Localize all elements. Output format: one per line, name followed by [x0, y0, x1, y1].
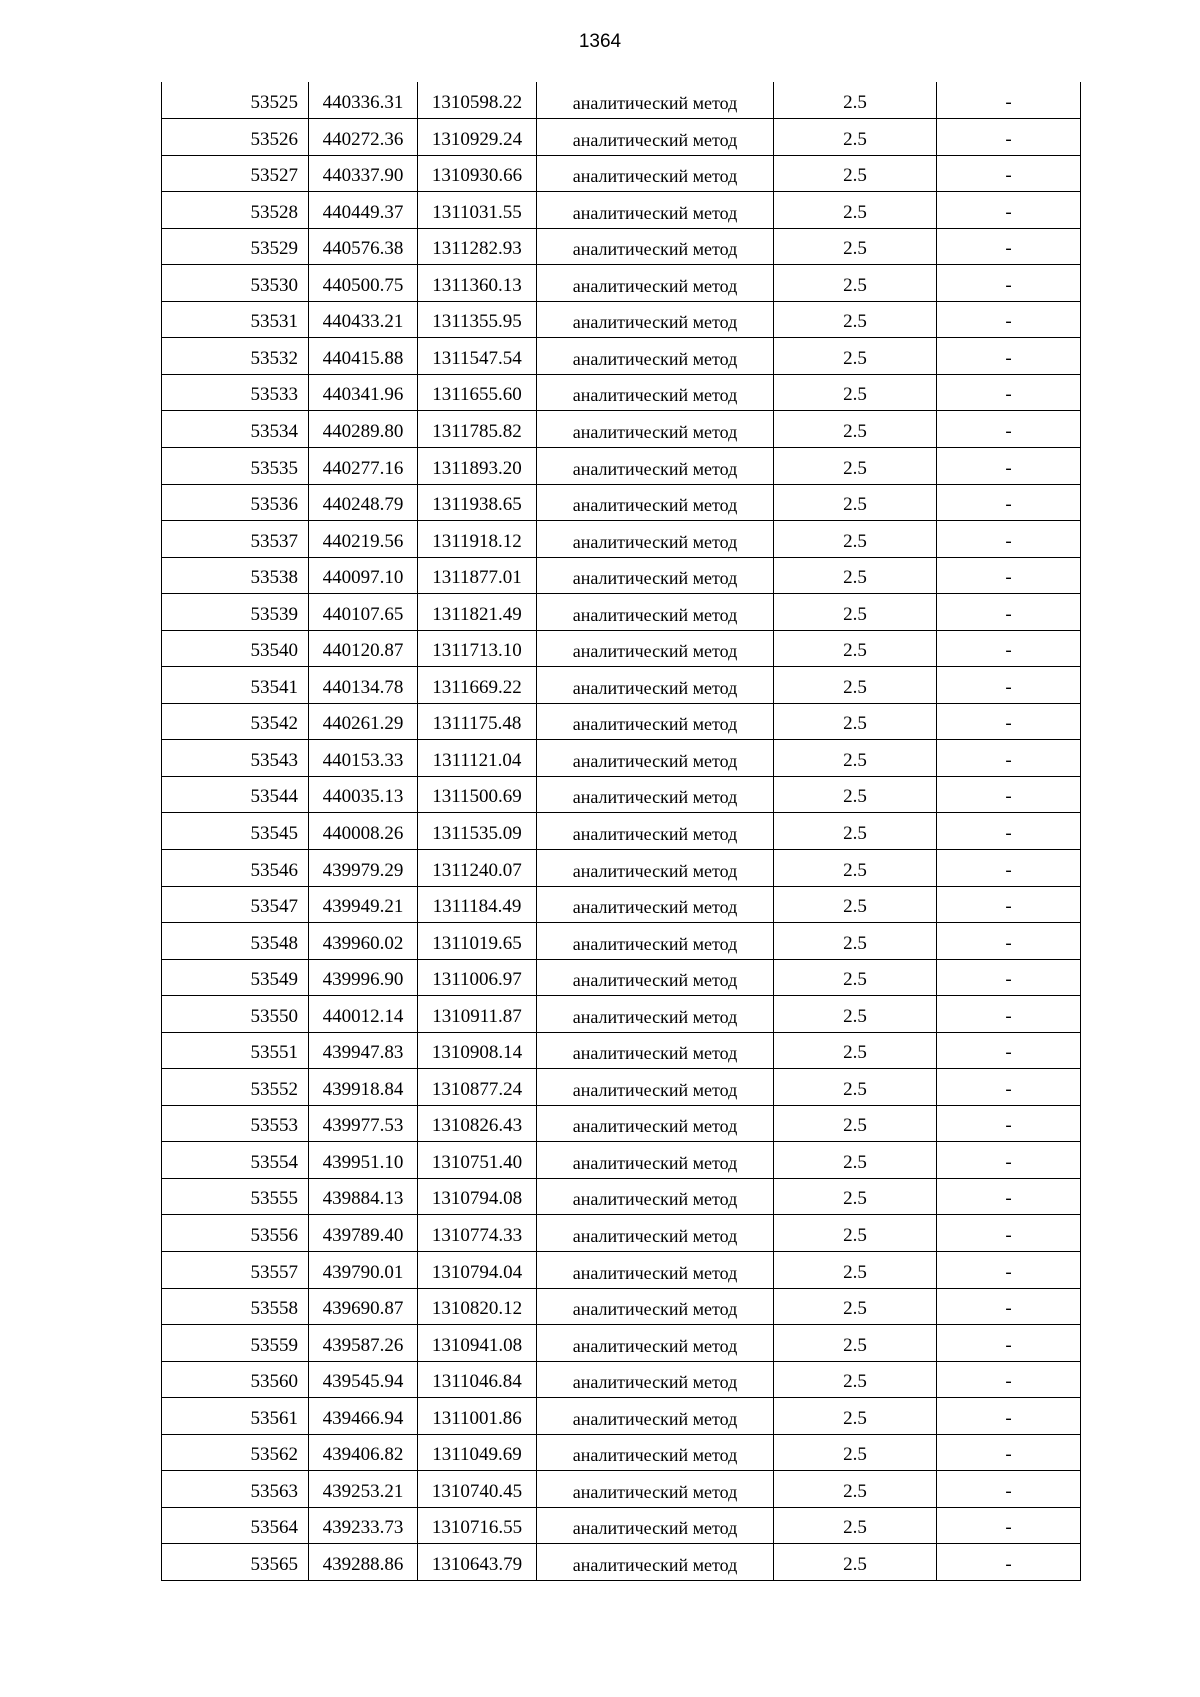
method-cell: аналитический метод: [537, 411, 774, 448]
point-number-cell: 53545: [162, 813, 309, 850]
note-cell: -: [937, 1252, 1081, 1289]
method-cell: аналитический метод: [537, 1434, 774, 1471]
y-coordinate-cell: 1311500.69: [418, 776, 537, 813]
accuracy-cell: 2.5: [774, 813, 937, 850]
y-coordinate-cell: 1310911.87: [418, 996, 537, 1033]
accuracy-cell: 2.5: [774, 776, 937, 813]
table-row: [162, 228, 1081, 265]
note-cell: -: [937, 155, 1081, 192]
point-number-cell: 53565: [162, 1544, 309, 1581]
accuracy-cell: 2.5: [774, 594, 937, 631]
table-row: [162, 82, 1081, 119]
point-number-cell: 53544: [162, 776, 309, 813]
point-number-cell: 53550: [162, 996, 309, 1033]
note-cell: -: [937, 228, 1081, 265]
y-coordinate-cell: 1311282.93: [418, 228, 537, 265]
x-coordinate-cell: 440012.14: [309, 996, 418, 1033]
y-coordinate-cell: 1310740.45: [418, 1471, 537, 1508]
y-coordinate-cell: 1310598.22: [418, 82, 537, 119]
table-row: [162, 1325, 1081, 1362]
table-row: [162, 1398, 1081, 1435]
x-coordinate-cell: 439951.10: [309, 1142, 418, 1179]
table-row: [162, 813, 1081, 850]
x-coordinate-cell: 439996.90: [309, 959, 418, 996]
note-cell: -: [937, 1434, 1081, 1471]
x-coordinate-cell: 439690.87: [309, 1288, 418, 1325]
accuracy-cell: 2.5: [774, 1398, 937, 1435]
point-number-cell: 53553: [162, 1105, 309, 1142]
method-cell: аналитический метод: [537, 82, 774, 119]
x-coordinate-cell: 439406.82: [309, 1434, 418, 1471]
y-coordinate-cell: 1311669.22: [418, 667, 537, 704]
accuracy-cell: 2.5: [774, 1434, 937, 1471]
x-coordinate-cell: 439288.86: [309, 1544, 418, 1581]
accuracy-cell: 2.5: [774, 1105, 937, 1142]
y-coordinate-cell: 1311821.49: [418, 594, 537, 631]
accuracy-cell: 2.5: [774, 265, 937, 302]
method-cell: аналитический метод: [537, 1178, 774, 1215]
x-coordinate-cell: 440134.78: [309, 667, 418, 704]
accuracy-cell: 2.5: [774, 557, 937, 594]
method-cell: аналитический метод: [537, 557, 774, 594]
y-coordinate-cell: 1310751.40: [418, 1142, 537, 1179]
accuracy-cell: 2.5: [774, 886, 937, 923]
point-number-cell: 53531: [162, 301, 309, 338]
y-coordinate-cell: 1310643.79: [418, 1544, 537, 1581]
method-cell: аналитический метод: [537, 1032, 774, 1069]
note-cell: -: [937, 265, 1081, 302]
point-number-cell: 53564: [162, 1507, 309, 1544]
table-row: [162, 265, 1081, 302]
table-row: [162, 1215, 1081, 1252]
point-number-cell: 53526: [162, 119, 309, 156]
y-coordinate-cell: 1311938.65: [418, 484, 537, 521]
x-coordinate-cell: 439977.53: [309, 1105, 418, 1142]
point-number-cell: 53551: [162, 1032, 309, 1069]
x-coordinate-cell: 440097.10: [309, 557, 418, 594]
note-cell: -: [937, 776, 1081, 813]
point-number-cell: 53549: [162, 959, 309, 996]
point-number-cell: 53547: [162, 886, 309, 923]
table-row: [162, 1142, 1081, 1179]
table-row: [162, 1361, 1081, 1398]
note-cell: -: [937, 1544, 1081, 1581]
note-cell: -: [937, 996, 1081, 1033]
note-cell: -: [937, 192, 1081, 229]
method-cell: аналитический метод: [537, 1471, 774, 1508]
table-row: [162, 411, 1081, 448]
method-cell: аналитический метод: [537, 1288, 774, 1325]
table-row: [162, 192, 1081, 229]
method-cell: аналитический метод: [537, 923, 774, 960]
table-row: [162, 923, 1081, 960]
y-coordinate-cell: 1311001.86: [418, 1398, 537, 1435]
x-coordinate-cell: 440576.38: [309, 228, 418, 265]
x-coordinate-cell: 440289.80: [309, 411, 418, 448]
note-cell: -: [937, 1361, 1081, 1398]
method-cell: аналитический метод: [537, 265, 774, 302]
point-number-cell: 53554: [162, 1142, 309, 1179]
accuracy-cell: 2.5: [774, 1544, 937, 1581]
accuracy-cell: 2.5: [774, 338, 937, 375]
method-cell: аналитический метод: [537, 1252, 774, 1289]
note-cell: -: [937, 1288, 1081, 1325]
y-coordinate-cell: 1311893.20: [418, 447, 537, 484]
y-coordinate-cell: 1311360.13: [418, 265, 537, 302]
point-number-cell: 53546: [162, 849, 309, 886]
y-coordinate-cell: 1311547.54: [418, 338, 537, 375]
table-row: [162, 301, 1081, 338]
point-number-cell: 53561: [162, 1398, 309, 1435]
accuracy-cell: 2.5: [774, 411, 937, 448]
note-cell: -: [937, 740, 1081, 777]
note-cell: -: [937, 1142, 1081, 1179]
accuracy-cell: 2.5: [774, 82, 937, 119]
table-row: [162, 447, 1081, 484]
point-number-cell: 53552: [162, 1069, 309, 1106]
table-row: [162, 155, 1081, 192]
x-coordinate-cell: 439789.40: [309, 1215, 418, 1252]
table-row: [162, 484, 1081, 521]
method-cell: аналитический метод: [537, 813, 774, 850]
method-cell: аналитический метод: [537, 886, 774, 923]
y-coordinate-cell: 1310941.08: [418, 1325, 537, 1362]
x-coordinate-cell: 439587.26: [309, 1325, 418, 1362]
accuracy-cell: 2.5: [774, 849, 937, 886]
note-cell: -: [937, 1069, 1081, 1106]
point-number-cell: 53537: [162, 521, 309, 558]
note-cell: -: [937, 484, 1081, 521]
table-row: [162, 594, 1081, 631]
accuracy-cell: 2.5: [774, 740, 937, 777]
x-coordinate-cell: 439253.21: [309, 1471, 418, 1508]
y-coordinate-cell: 1310716.55: [418, 1507, 537, 1544]
x-coordinate-cell: 439233.73: [309, 1507, 418, 1544]
table-row: [162, 521, 1081, 558]
y-coordinate-cell: 1311877.01: [418, 557, 537, 594]
x-coordinate-cell: 439884.13: [309, 1178, 418, 1215]
note-cell: -: [937, 1325, 1081, 1362]
note-cell: -: [937, 703, 1081, 740]
method-cell: аналитический метод: [537, 1398, 774, 1435]
method-cell: аналитический метод: [537, 740, 774, 777]
table-row: [162, 1507, 1081, 1544]
note-cell: -: [937, 521, 1081, 558]
y-coordinate-cell: 1311049.69: [418, 1434, 537, 1471]
method-cell: аналитический метод: [537, 1215, 774, 1252]
note-cell: -: [937, 338, 1081, 375]
y-coordinate-cell: 1310794.04: [418, 1252, 537, 1289]
note-cell: -: [937, 374, 1081, 411]
accuracy-cell: 2.5: [774, 192, 937, 229]
x-coordinate-cell: 440449.37: [309, 192, 418, 229]
point-number-cell: 53532: [162, 338, 309, 375]
method-cell: аналитический метод: [537, 447, 774, 484]
y-coordinate-cell: 1310930.66: [418, 155, 537, 192]
table-row: [162, 1032, 1081, 1069]
accuracy-cell: 2.5: [774, 1361, 937, 1398]
point-number-cell: 53534: [162, 411, 309, 448]
y-coordinate-cell: 1311240.07: [418, 849, 537, 886]
note-cell: -: [937, 1507, 1081, 1544]
y-coordinate-cell: 1310929.24: [418, 119, 537, 156]
y-coordinate-cell: 1310774.33: [418, 1215, 537, 1252]
method-cell: аналитический метод: [537, 228, 774, 265]
table-row: [162, 996, 1081, 1033]
table-row: [162, 667, 1081, 704]
x-coordinate-cell: 439790.01: [309, 1252, 418, 1289]
table-row: [162, 338, 1081, 375]
method-cell: аналитический метод: [537, 1544, 774, 1581]
point-number-cell: 53543: [162, 740, 309, 777]
y-coordinate-cell: 1311655.60: [418, 374, 537, 411]
note-cell: -: [937, 447, 1081, 484]
accuracy-cell: 2.5: [774, 155, 937, 192]
note-cell: -: [937, 1032, 1081, 1069]
accuracy-cell: 2.5: [774, 374, 937, 411]
method-cell: аналитический метод: [537, 192, 774, 229]
y-coordinate-cell: 1311121.04: [418, 740, 537, 777]
x-coordinate-cell: 439466.94: [309, 1398, 418, 1435]
method-cell: аналитический метод: [537, 849, 774, 886]
point-number-cell: 53560: [162, 1361, 309, 1398]
note-cell: -: [937, 301, 1081, 338]
table-row: [162, 1252, 1081, 1289]
table-row: [162, 849, 1081, 886]
table-row: [162, 1178, 1081, 1215]
point-number-cell: 53529: [162, 228, 309, 265]
method-cell: аналитический метод: [537, 667, 774, 704]
method-cell: аналитический метод: [537, 338, 774, 375]
x-coordinate-cell: 440336.31: [309, 82, 418, 119]
point-number-cell: 53528: [162, 192, 309, 229]
accuracy-cell: 2.5: [774, 923, 937, 960]
note-cell: -: [937, 82, 1081, 119]
table-row: [162, 374, 1081, 411]
accuracy-cell: 2.5: [774, 119, 937, 156]
x-coordinate-cell: 439960.02: [309, 923, 418, 960]
x-coordinate-cell: 439949.21: [309, 886, 418, 923]
accuracy-cell: 2.5: [774, 484, 937, 521]
method-cell: аналитический метод: [537, 1142, 774, 1179]
y-coordinate-cell: 1311355.95: [418, 301, 537, 338]
note-cell: -: [937, 1398, 1081, 1435]
x-coordinate-cell: 440248.79: [309, 484, 418, 521]
point-number-cell: 53530: [162, 265, 309, 302]
note-cell: -: [937, 667, 1081, 704]
y-coordinate-cell: 1311046.84: [418, 1361, 537, 1398]
table-row: [162, 1069, 1081, 1106]
point-number-cell: 53557: [162, 1252, 309, 1289]
y-coordinate-cell: 1310794.08: [418, 1178, 537, 1215]
note-cell: -: [937, 1215, 1081, 1252]
method-cell: аналитический метод: [537, 959, 774, 996]
x-coordinate-cell: 440277.16: [309, 447, 418, 484]
method-cell: аналитический метод: [537, 630, 774, 667]
page-number: 1364: [578, 31, 622, 52]
table-row: [162, 630, 1081, 667]
y-coordinate-cell: 1311175.48: [418, 703, 537, 740]
method-cell: аналитический метод: [537, 996, 774, 1033]
point-number-cell: 53539: [162, 594, 309, 631]
x-coordinate-cell: 440272.36: [309, 119, 418, 156]
note-cell: -: [937, 813, 1081, 850]
method-cell: аналитический метод: [537, 1069, 774, 1106]
table-row: [162, 1434, 1081, 1471]
x-coordinate-cell: 439979.29: [309, 849, 418, 886]
note-cell: -: [937, 923, 1081, 960]
x-coordinate-cell: 440341.96: [309, 374, 418, 411]
point-number-cell: 53562: [162, 1434, 309, 1471]
point-number-cell: 53555: [162, 1178, 309, 1215]
accuracy-cell: 2.5: [774, 228, 937, 265]
point-number-cell: 53525: [162, 82, 309, 119]
x-coordinate-cell: 439918.84: [309, 1069, 418, 1106]
note-cell: -: [937, 119, 1081, 156]
table-row: [162, 119, 1081, 156]
table-body: [162, 82, 1081, 1580]
table-row: [162, 740, 1081, 777]
point-number-cell: 53536: [162, 484, 309, 521]
point-number-cell: 53535: [162, 447, 309, 484]
point-number-cell: 53556: [162, 1215, 309, 1252]
y-coordinate-cell: 1311785.82: [418, 411, 537, 448]
y-coordinate-cell: 1310826.43: [418, 1105, 537, 1142]
point-number-cell: 53558: [162, 1288, 309, 1325]
method-cell: аналитический метод: [537, 301, 774, 338]
y-coordinate-cell: 1310908.14: [418, 1032, 537, 1069]
method-cell: аналитический метод: [537, 1361, 774, 1398]
coordinates-table-container: [161, 82, 1080, 1581]
x-coordinate-cell: 440008.26: [309, 813, 418, 850]
method-cell: аналитический метод: [537, 776, 774, 813]
method-cell: аналитический метод: [537, 594, 774, 631]
x-coordinate-cell: 440035.13: [309, 776, 418, 813]
accuracy-cell: 2.5: [774, 1069, 937, 1106]
table-row: [162, 1471, 1081, 1508]
accuracy-cell: 2.5: [774, 1252, 937, 1289]
accuracy-cell: 2.5: [774, 521, 937, 558]
x-coordinate-cell: 440153.33: [309, 740, 418, 777]
method-cell: аналитический метод: [537, 521, 774, 558]
method-cell: аналитический метод: [537, 484, 774, 521]
accuracy-cell: 2.5: [774, 1142, 937, 1179]
table-row: [162, 557, 1081, 594]
accuracy-cell: 2.5: [774, 447, 937, 484]
accuracy-cell: 2.5: [774, 1507, 937, 1544]
point-number-cell: 53527: [162, 155, 309, 192]
accuracy-cell: 2.5: [774, 667, 937, 704]
note-cell: -: [937, 411, 1081, 448]
note-cell: -: [937, 886, 1081, 923]
method-cell: аналитический метод: [537, 119, 774, 156]
accuracy-cell: 2.5: [774, 1215, 937, 1252]
table-row: [162, 1544, 1081, 1581]
table-row: [162, 703, 1081, 740]
point-number-cell: 53542: [162, 703, 309, 740]
y-coordinate-cell: 1310877.24: [418, 1069, 537, 1106]
y-coordinate-cell: 1311006.97: [418, 959, 537, 996]
note-cell: -: [937, 630, 1081, 667]
y-coordinate-cell: 1311918.12: [418, 521, 537, 558]
y-coordinate-cell: 1311713.10: [418, 630, 537, 667]
x-coordinate-cell: 440337.90: [309, 155, 418, 192]
note-cell: -: [937, 1105, 1081, 1142]
point-number-cell: 53540: [162, 630, 309, 667]
y-coordinate-cell: 1311019.65: [418, 923, 537, 960]
accuracy-cell: 2.5: [774, 630, 937, 667]
x-coordinate-cell: 440261.29: [309, 703, 418, 740]
point-number-cell: 53533: [162, 374, 309, 411]
method-cell: аналитический метод: [537, 155, 774, 192]
accuracy-cell: 2.5: [774, 1178, 937, 1215]
accuracy-cell: 2.5: [774, 1288, 937, 1325]
y-coordinate-cell: 1311031.55: [418, 192, 537, 229]
table-row: [162, 1105, 1081, 1142]
table-row: [162, 959, 1081, 996]
method-cell: аналитический метод: [537, 1325, 774, 1362]
point-number-cell: 53548: [162, 923, 309, 960]
y-coordinate-cell: 1311184.49: [418, 886, 537, 923]
accuracy-cell: 2.5: [774, 1471, 937, 1508]
accuracy-cell: 2.5: [774, 703, 937, 740]
method-cell: аналитический метод: [537, 1507, 774, 1544]
accuracy-cell: 2.5: [774, 1325, 937, 1362]
point-number-cell: 53538: [162, 557, 309, 594]
x-coordinate-cell: 440107.65: [309, 594, 418, 631]
note-cell: -: [937, 849, 1081, 886]
accuracy-cell: 2.5: [774, 301, 937, 338]
y-coordinate-cell: 1311535.09: [418, 813, 537, 850]
note-cell: -: [937, 594, 1081, 631]
coordinates-table: [161, 82, 1081, 1581]
accuracy-cell: 2.5: [774, 996, 937, 1033]
method-cell: аналитический метод: [537, 703, 774, 740]
point-number-cell: 53563: [162, 1471, 309, 1508]
y-coordinate-cell: 1310820.12: [418, 1288, 537, 1325]
table-row: [162, 886, 1081, 923]
x-coordinate-cell: 440500.75: [309, 265, 418, 302]
x-coordinate-cell: 440415.88: [309, 338, 418, 375]
x-coordinate-cell: 439947.83: [309, 1032, 418, 1069]
x-coordinate-cell: 440219.56: [309, 521, 418, 558]
note-cell: -: [937, 1178, 1081, 1215]
note-cell: -: [937, 557, 1081, 594]
method-cell: аналитический метод: [537, 1105, 774, 1142]
accuracy-cell: 2.5: [774, 1032, 937, 1069]
x-coordinate-cell: 440433.21: [309, 301, 418, 338]
x-coordinate-cell: 439545.94: [309, 1361, 418, 1398]
note-cell: -: [937, 1471, 1081, 1508]
table-row: [162, 1288, 1081, 1325]
point-number-cell: 53559: [162, 1325, 309, 1362]
accuracy-cell: 2.5: [774, 959, 937, 996]
point-number-cell: 53541: [162, 667, 309, 704]
method-cell: аналитический метод: [537, 374, 774, 411]
x-coordinate-cell: 440120.87: [309, 630, 418, 667]
table-row: [162, 776, 1081, 813]
note-cell: -: [937, 959, 1081, 996]
